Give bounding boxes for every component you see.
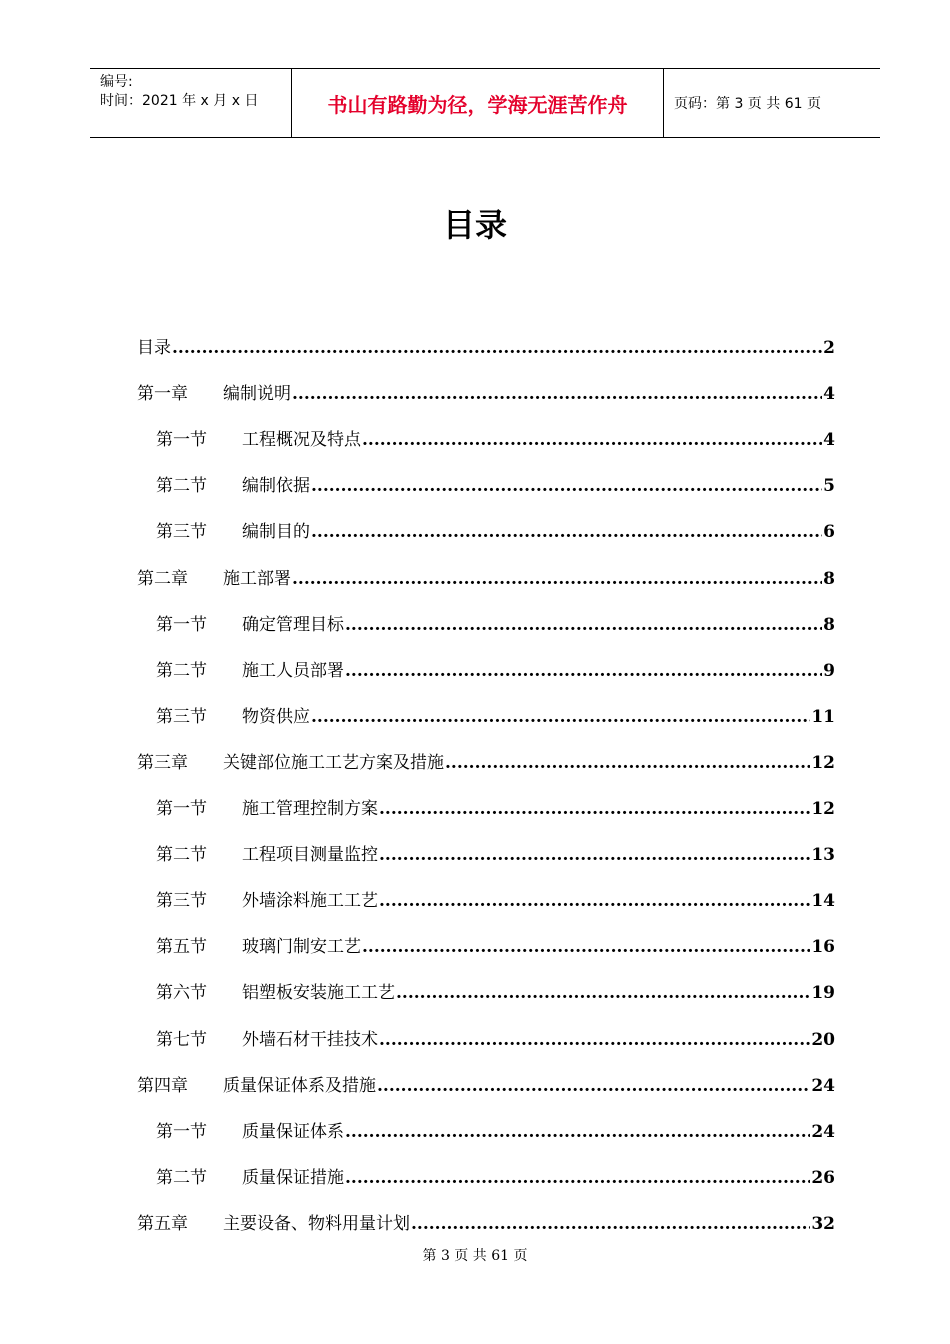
toc-leader-dots	[445, 753, 810, 773]
toc-leader-dots	[362, 430, 822, 450]
toc-entry-number: 第一节	[156, 614, 207, 635]
toc-entry-title: 主要设备、物料用量计划	[223, 1213, 410, 1234]
toc-entry[interactable]	[137, 376, 835, 404]
toc-leader-dots	[172, 338, 822, 358]
toc-leader-dots	[292, 569, 822, 589]
header-motto: 书山有路勤为径，学海无涯苦作舟	[292, 69, 664, 137]
toc-entry-title: 外墙石材干挂技术	[242, 1029, 378, 1050]
time-label: 时间：2021 年 x 月 x 日	[100, 93, 259, 109]
toc-entry-page: 19	[811, 983, 835, 1004]
toc-entry-title: 物资供应	[242, 706, 310, 727]
toc-entry[interactable]	[156, 514, 835, 542]
page-footer: 第 3 页 共 61 页	[422, 1248, 528, 1264]
toc-entry-number: 第三节	[156, 891, 207, 912]
toc-entry-page: 5	[823, 476, 835, 497]
toc-entry-page: 24	[811, 1075, 835, 1096]
toc-entry-page: 26	[811, 1167, 835, 1188]
toc-leader-dots	[292, 384, 822, 404]
toc-entry-page: 32	[811, 1213, 835, 1234]
toc-entry-page: 4	[823, 430, 835, 451]
toc-entry[interactable]	[137, 561, 835, 589]
toc-entry-number: 第七节	[156, 1029, 207, 1050]
toc-entry-title: 工程概况及特点	[242, 430, 361, 451]
toc-entry-number: 第五节	[156, 937, 207, 958]
toc-entry-title: 目录	[137, 338, 171, 358]
toc-entry-number: 第三章	[137, 752, 188, 773]
toc-entry-title: 施工管理控制方案	[242, 799, 378, 819]
toc-entry-title: 铝塑板安装施工工艺	[242, 983, 395, 1004]
toc-entry[interactable]	[137, 1068, 835, 1096]
toc-entry-page: 9	[823, 660, 835, 681]
toc-entry[interactable]	[156, 883, 835, 911]
toc-entry-number: 第二节	[156, 845, 207, 866]
toc-leader-dots	[345, 615, 822, 635]
toc-entry-title: 编制目的	[242, 522, 310, 543]
toc-entry-number: 第一章	[137, 384, 188, 405]
toc-entry[interactable]	[156, 1114, 835, 1142]
toc-entry[interactable]	[156, 607, 835, 635]
toc-entry-page: 2	[823, 338, 835, 358]
toc-entry-title: 玻璃门制安工艺	[242, 937, 361, 958]
toc-entry-page: 6	[823, 522, 835, 543]
toc-entry[interactable]	[156, 1160, 835, 1188]
toc-entry-page: 8	[823, 614, 835, 635]
toc-entry[interactable]	[156, 975, 835, 1003]
toc-entry[interactable]	[156, 929, 835, 957]
toc-entry[interactable]	[156, 1022, 835, 1050]
toc-leader-dots	[362, 937, 810, 957]
toc-leader-dots	[311, 522, 822, 542]
toc-leader-dots	[379, 891, 810, 911]
toc-entry-page: 20	[811, 1029, 835, 1050]
toc-entry-page: 12	[811, 752, 835, 773]
header-meta	[90, 69, 292, 137]
toc-entry[interactable]	[156, 422, 835, 450]
page-title: 目录	[442, 206, 507, 244]
toc-entry[interactable]	[156, 653, 835, 681]
toc-entry-page: 14	[811, 891, 835, 912]
toc-entry[interactable]	[137, 1206, 835, 1234]
toc-entry[interactable]	[156, 837, 835, 865]
toc-leader-dots	[311, 476, 822, 496]
serial-label: 编号:	[100, 74, 133, 90]
toc-entry-page: 11	[811, 706, 835, 727]
toc-leader-dots	[396, 983, 810, 1003]
toc-leader-dots	[411, 1214, 810, 1234]
toc-entry-title: 编制说明	[223, 384, 291, 405]
toc-entry-page: 4	[823, 384, 835, 405]
toc-entry-title: 工程项目测量监控	[242, 845, 378, 866]
toc-entry-title: 质量保证体系	[242, 1121, 344, 1142]
toc-entry-title: 施工部署	[223, 568, 291, 589]
toc-entry-number: 第四章	[137, 1075, 188, 1096]
toc-entry-title: 质量保证措施	[242, 1167, 344, 1188]
toc-entry-title: 质量保证体系及措施	[223, 1075, 376, 1096]
toc-entry-number: 第一节	[156, 430, 207, 451]
toc-entry[interactable]	[156, 791, 835, 819]
toc-leader-dots	[379, 799, 810, 819]
toc-entry-number: 第一节	[156, 799, 207, 819]
toc-entry-page: 16	[811, 937, 835, 958]
toc-entry-number: 第一节	[156, 1121, 207, 1142]
toc-entry[interactable]	[137, 330, 835, 358]
toc-entry-title: 外墙涂料施工工艺	[242, 891, 378, 912]
toc-entry-number: 第二节	[156, 660, 207, 681]
toc-entry[interactable]	[137, 745, 835, 773]
toc-entry-page: 12	[811, 799, 835, 819]
toc-entry-page: 8	[823, 568, 835, 589]
toc-entry[interactable]	[156, 699, 835, 727]
toc-entry-page: 13	[811, 845, 835, 866]
toc-leader-dots	[311, 707, 810, 727]
toc-leader-dots	[345, 661, 822, 681]
toc-leader-dots	[379, 1030, 810, 1050]
toc-entry-number: 第二节	[156, 1167, 207, 1188]
toc-entry-number: 第二节	[156, 476, 207, 497]
toc-leader-dots	[379, 845, 810, 865]
toc-leader-dots	[377, 1076, 810, 1096]
toc-entry-number: 第三节	[156, 522, 207, 543]
toc-entry-title: 施工人员部署	[242, 660, 344, 681]
toc-entry-number: 第六节	[156, 983, 207, 1004]
toc-entry-page: 24	[811, 1121, 835, 1142]
header-page-info: 页码：第 3 页 共 61 页	[674, 96, 821, 112]
toc-entry-number: 第五章	[137, 1213, 188, 1234]
toc-entry-title: 编制依据	[242, 476, 310, 497]
page-header	[90, 68, 880, 138]
toc-leader-dots	[345, 1168, 810, 1188]
toc-leader-dots	[345, 1122, 810, 1142]
toc-entry-title: 确定管理目标	[242, 614, 344, 635]
toc-entry-number: 第二章	[137, 568, 188, 589]
toc-entry-title: 关键部位施工工艺方案及措施	[223, 752, 444, 773]
toc-entry-number: 第三节	[156, 706, 207, 727]
toc-entry[interactable]	[156, 468, 835, 496]
